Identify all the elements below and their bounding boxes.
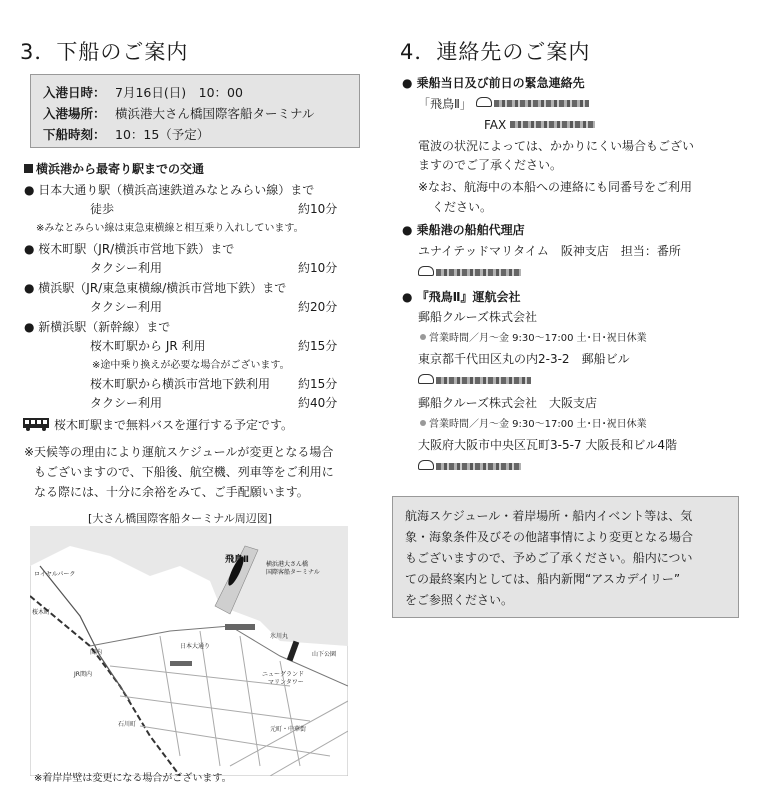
- company1-name: 郵船クルーズ株式会社: [418, 310, 538, 324]
- company1-hours: 営業時間／月～金 9:30～17:00 土･日･祝日休業: [420, 330, 647, 348]
- company1-phone-line: [418, 372, 531, 390]
- disembark-time-row: 下船時刻： 10：15（予定）: [43, 127, 210, 142]
- phone-icon: [418, 460, 434, 470]
- map-footnote: ※着岸岸壁は変更になる場合がございます。: [34, 773, 232, 784]
- map-label-hikawamaru: 氷川丸: [270, 633, 289, 640]
- route-2-station: ● 桜木町駅（JR/横浜市営地下鉄）まで: [24, 242, 235, 256]
- map-label-roypark: ロイヤルパーク: [34, 571, 76, 578]
- weather-note-line1: ※天候等の理由により運航スケジュールが変更となる場合: [24, 445, 334, 459]
- arrival-datetime-row: 入港日時： 7月16日(日) 10：00: [43, 85, 243, 100]
- phone-icon: [476, 97, 492, 107]
- map-label-yamashita: 山下公園: [312, 651, 337, 658]
- company2-phone-line: [418, 458, 521, 476]
- asuka-fax-line: FAX: [484, 116, 595, 134]
- phone-icon: [418, 374, 434, 384]
- arrival-place-row: 入港場所： 横浜港大さん橋国際客船ターミナル: [43, 106, 315, 121]
- company1-address: 東京都千代田区丸の内2-3-2 郵船ビル: [418, 352, 630, 366]
- company2-hours: 営業時間／月～金 9:30～17:00 土･日･祝日休業: [420, 416, 647, 434]
- schedule-note-5: をご参照ください。: [405, 593, 514, 607]
- map-label-sakuragicho: 桜木町: [32, 609, 51, 616]
- route-4-time: 約15分: [298, 339, 338, 353]
- emergency-note-3: ※なお、航海中の本船への連絡にも同番号をご利用: [418, 180, 693, 194]
- route-4-time3: 約40分: [298, 396, 338, 410]
- map-label-terminal: 横浜港大さん橋: [266, 561, 309, 568]
- map-label-ishikawacho: 石川町: [118, 721, 137, 728]
- schedule-note-3: もございますので、予めご了承ください。船内につい: [405, 551, 693, 565]
- map-label-motomachi: 元町・中華街: [270, 726, 307, 733]
- map-label-jr-kannai: JR関内: [74, 671, 92, 678]
- map-label-nihon-odori: 日本大通り: [180, 643, 211, 650]
- route-1-note: ※みなとみらい線は東急東横線と相互乗り入れしています。: [36, 223, 304, 234]
- emergency-heading: ● 乗船当日及び前日の緊急連絡先: [402, 76, 585, 90]
- emergency-note-2: ますのでご了承ください。: [418, 158, 563, 172]
- route-1-time: 約10分: [298, 202, 338, 216]
- redacted-phone: [494, 100, 589, 107]
- schedule-note-4: ての最終案内としては、船内新聞“アスカデイリー”: [405, 572, 681, 586]
- route-4-method2: 桜木町駅から横浜市営地下鉄利用: [90, 377, 271, 391]
- map-label-kannai: 関内: [90, 649, 103, 656]
- map-label-ship: 飛鳥Ⅱ: [225, 555, 249, 565]
- route-4-time2: 約15分: [298, 377, 338, 391]
- section-title-contacts: 4．連絡先のご案内: [400, 40, 591, 64]
- agent-line: ユナイテッドマリタイム 阪神支店 担当：番所: [418, 244, 681, 258]
- redacted-phone: [436, 463, 521, 470]
- weather-note-line3: なる際には、十分に余裕をみて、ご手配願います。: [34, 485, 309, 499]
- route-3-station: ● 横浜駅（JR/東急東横線/横浜市営地下鉄）まで: [24, 281, 287, 295]
- map-label-new-grand: ニューグランド: [262, 671, 305, 678]
- route-1-station: ● 日本大通り駅（横浜高速鉄道みなとみらい線）まで: [24, 183, 315, 197]
- asuka-phone-line: 「飛鳥Ⅱ」: [418, 95, 589, 113]
- redacted-phone: [436, 377, 531, 384]
- agent-phone-line: [418, 264, 521, 282]
- svg-text:マリンタワー: マリンタワー: [268, 679, 304, 686]
- section-title-disembarkation: 3．下船のご案内: [20, 40, 189, 64]
- route-4-note: ※途中乗り換えが必要な場合がございます。: [92, 360, 290, 371]
- schedule-note-1: 航海スケジュール・着岸場所・船内イベント等は、気: [405, 509, 693, 523]
- route-3-method: タクシー利用: [90, 300, 163, 314]
- route-2-method: タクシー利用: [90, 261, 163, 275]
- route-1-method: 徒歩: [90, 202, 115, 216]
- arrival-info-box: [30, 74, 360, 148]
- area-map: [30, 526, 348, 776]
- schedule-note-2: 象・海象条件及びその他諸事情により変更となる場合: [405, 530, 694, 544]
- route-4-method: 桜木町駅から JR 利用: [90, 339, 206, 353]
- company2-address: 大阪府大阪市中央区瓦町3-5-7 大阪長和ビル4階: [418, 438, 678, 452]
- map-title: [大さん橋国際客船ターミナル周辺図]: [88, 512, 273, 525]
- weather-note-line2: もございますので、下船後、航空機、列車等をご利用に: [34, 465, 334, 479]
- agent-heading: ● 乗船港の船舶代理店: [402, 223, 525, 237]
- emergency-note-4: ください。: [432, 200, 493, 214]
- svg-text:国際客船ターミナル: 国際客船ターミナル: [266, 569, 320, 576]
- route-4-method3: タクシー利用: [90, 396, 163, 410]
- bus-note: 桜木町駅まで無料バスを運行する予定です。: [22, 416, 293, 434]
- emergency-note-1: 電波の状況によっては、かかりにくい場合もござい: [418, 139, 695, 153]
- redacted-fax: [510, 121, 595, 128]
- schedule-note-box: [392, 496, 739, 618]
- route-2-time: 約10分: [298, 261, 338, 275]
- company2-name: 郵船クルーズ株式会社 大阪支店: [418, 396, 598, 410]
- bus-icon: [22, 417, 50, 431]
- route-4-station: ● 新横浜駅（新幹線）まで: [24, 320, 171, 334]
- transport-heading: 横浜港から最寄り駅までの交通: [24, 160, 204, 178]
- redacted-phone: [436, 269, 521, 276]
- route-3-time: 約20分: [298, 300, 338, 314]
- phone-icon: [418, 266, 434, 276]
- operator-heading: ● 『飛鳥Ⅱ』運航会社: [402, 290, 521, 304]
